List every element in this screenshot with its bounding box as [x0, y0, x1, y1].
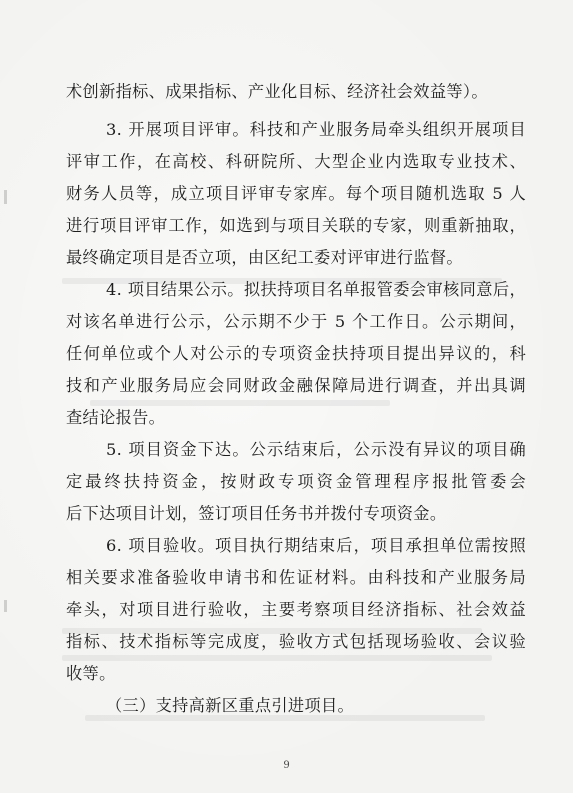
text-line: 后下达项目计划，签订项目任务书并拨付专项资金。 [66, 504, 447, 523]
text-line: 定最终扶持资金，按财政专项资金管理程序报批管委会 [66, 472, 526, 491]
text-line: 收等。 [66, 664, 116, 683]
bleed-through-mark [62, 655, 492, 661]
scan-edge-mark [4, 600, 7, 612]
page-number: 9 [283, 760, 290, 771]
text-line: 术创新指标、成果指标、产业化目标、经济社会效益等）。 [66, 82, 488, 101]
text-line: 牵头，对项目进行验收，主要考察项目经济指标、社会效益 [66, 600, 526, 619]
text-line: 财务人员等，成立项目评审专家库。每个项目随机选取 5 人 [66, 184, 526, 203]
text-line: 进行项目评审工作，如选到与项目关联的专家，则重新抽取， [66, 216, 526, 235]
text-line: 5. 项目资金下达。公示结束后，公示没有异议的项目确 [106, 440, 526, 459]
text-line: 6. 项目验收。项目执行期结束后，项目承担单位需按照 [106, 536, 526, 555]
text-line: 相关要求准备验收申请书和佐证材料。由科技和产业服务局 [66, 568, 526, 587]
section-heading: （三）支持高新区重点引进项目。 [106, 696, 355, 715]
bleed-through-mark [90, 400, 390, 406]
text-line: 任何单位或个人对公示的专项资金扶持项目提出异议的，科 [66, 344, 526, 363]
text-line: 评审工作，在高校、科研院所、大型企业内选取专业技术、 [66, 152, 526, 171]
text-line: 3. 开展项目评审。科技和产业服务局牵头组织开展项目 [106, 120, 526, 139]
text-line: 对该名单进行公示，公示期不少于 5 个工作日。公示期间， [66, 312, 526, 331]
text-line: 最终确定项目是否立项，由区纪工委对评审进行监督。 [66, 248, 463, 267]
text-line: 4. 项目结果公示。拟扶持项目名单报管委会审核同意后， [106, 280, 526, 299]
text-line: 指标、技术指标等完成度，验收方式包括现场验收、会议验 [66, 632, 526, 651]
text-line: 查结论报告。 [66, 408, 166, 427]
scan-edge-mark [4, 190, 7, 204]
text-line: 技和产业服务局应会同财政金融保障局进行调查，并出具调 [66, 376, 526, 395]
